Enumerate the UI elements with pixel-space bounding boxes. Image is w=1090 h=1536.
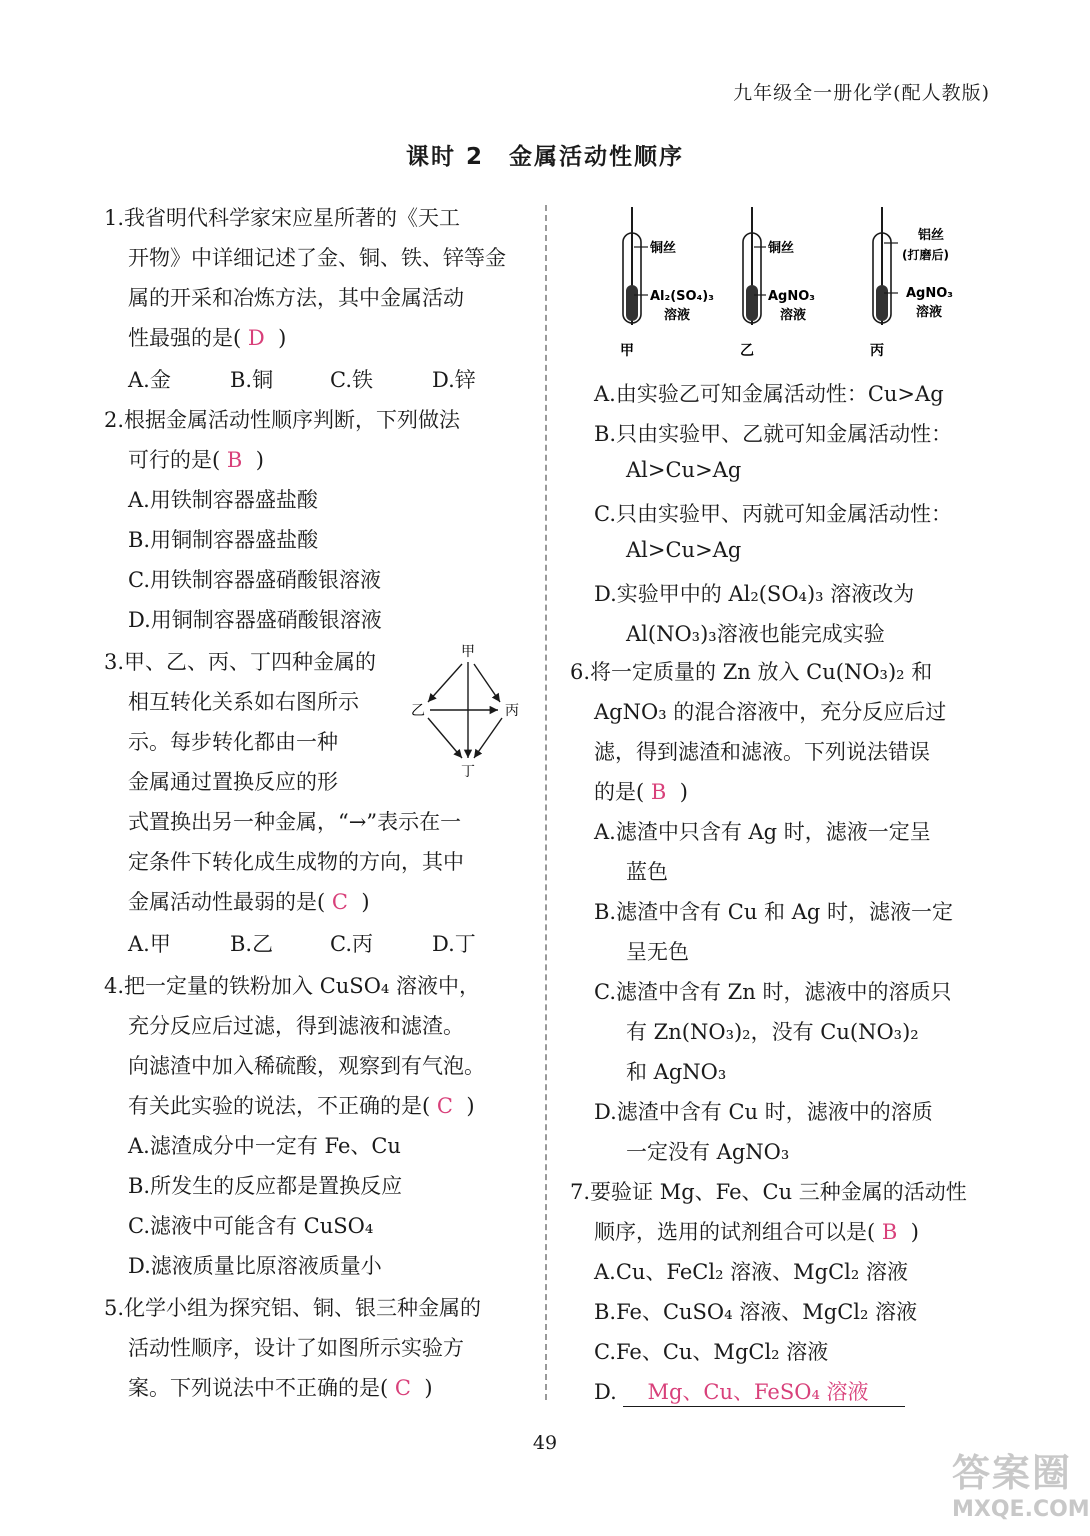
q5-option: B.只由实验甲、乙就可知金属活动性： bbox=[594, 422, 953, 446]
q6-line: 6.将一定质量的 Zn 放入 Cu(NO₃)₂ 和 bbox=[570, 660, 933, 684]
q2-option: B.用铜制容器盛盐酸 bbox=[128, 528, 319, 552]
tube-yi-label: 乙 bbox=[740, 343, 754, 359]
arrow-right-bottom bbox=[474, 718, 502, 758]
q3-node-left: 乙 bbox=[411, 703, 425, 719]
q6-option-cont: 蓝色 bbox=[626, 860, 668, 884]
q1-line: 开物》中详细记述了金、铜、铁、锌等金 bbox=[128, 246, 506, 270]
q7-line: 7.要验证 Mg、Fe、Cu 三种金属的活动性 bbox=[570, 1180, 967, 1204]
q3-node-right: 丙 bbox=[505, 703, 519, 719]
q5-option: C.只由实验甲、丙就可知金属活动性： bbox=[594, 502, 952, 526]
q7-option: B.Fe、CuSO₄ 溶液、MgCl₂ 溶液 bbox=[594, 1300, 918, 1324]
q1-stem-end: 性最强的是( D ) bbox=[128, 326, 287, 350]
lesson-title: 课时 2 金属活动性顺序 bbox=[405, 144, 684, 170]
q6-option: B.滤渣中含有 Cu 和 Ag 时，滤液一定 bbox=[594, 900, 954, 924]
q6-stem-end: 的是( B ) bbox=[594, 780, 688, 804]
tube-bing-solution: AgNO₃ bbox=[906, 286, 953, 301]
tube-bing-label: 丙 bbox=[870, 343, 884, 359]
q5-option-cont: Al>Cu>Ag bbox=[626, 538, 742, 562]
q1-option: C.铁 bbox=[330, 368, 373, 392]
q6-option-cont: 一定没有 AgNO₃ bbox=[626, 1140, 790, 1164]
tube-jia-label: 甲 bbox=[620, 343, 634, 359]
q2-answer: B bbox=[226, 448, 243, 472]
tube-bing-solution-suffix: 溶液 bbox=[916, 305, 943, 320]
q6-option-cont: 呈无色 bbox=[626, 940, 689, 964]
q6-option-cont: 有 Zn(NO₃)₂，没有 Cu(NO₃)₂ bbox=[626, 1020, 919, 1044]
watermark-logo: 答案圈 MXQE.COM bbox=[952, 1451, 1090, 1522]
q5-answer: C bbox=[394, 1376, 411, 1400]
q1-line: 属的开采和冶炼方法，其中金属活动 bbox=[128, 286, 464, 310]
q3-answer: C bbox=[331, 890, 348, 914]
tube-yi bbox=[740, 207, 815, 359]
q3-line: 3.甲、乙、丙、丁四种金属的 bbox=[104, 650, 377, 674]
q5-option-cont: Al(NO₃)₃溶液也能完成实验 bbox=[626, 622, 885, 646]
q5-line: 活动性顺序，设计了如图所示实验方 bbox=[128, 1336, 464, 1360]
q1-option: D.锌 bbox=[432, 368, 476, 392]
q3-node-top: 甲 bbox=[461, 644, 475, 660]
tube-bing-wire-note: (打磨后) bbox=[902, 248, 949, 262]
arrow-top-left bbox=[428, 664, 462, 702]
q3-line: 式置换出另一种金属，“→”表示在一 bbox=[128, 810, 462, 834]
q4-line: 充分反应后过滤，得到滤液和滤渣。 bbox=[128, 1014, 464, 1038]
q7-option-d: D. Mg、Cu、FeSO₄ 溶液 bbox=[594, 1376, 905, 1407]
q5-line: 5.化学小组为探究铝、铜、银三种金属的 bbox=[104, 1296, 482, 1320]
tube-yi-solution: AgNO₃ bbox=[768, 289, 815, 304]
q4-answer: C bbox=[436, 1094, 453, 1118]
q2-option: A.用铁制容器盛盐酸 bbox=[128, 488, 318, 512]
q2-stem-end: 可行的是( B ) bbox=[128, 448, 264, 472]
q7-stem-end: 顺序，选用的试剂组合可以是( B ) bbox=[594, 1220, 919, 1244]
q3-node-bottom: 丁 bbox=[461, 764, 475, 780]
q5-option-cont: Al>Cu>Ag bbox=[626, 458, 742, 482]
q3-option: C.丙 bbox=[330, 932, 373, 956]
q1-line: 1.我省明代科学家宋应星所著的《天工 bbox=[104, 206, 461, 230]
q7-option: A.Cu、FeCl₂ 溶液、MgCl₂ 溶液 bbox=[594, 1260, 908, 1284]
q4-option: C.滤液中可能含有 CuSO₄ bbox=[128, 1214, 374, 1238]
q4-option: B.所发生的反应都是置换反应 bbox=[128, 1174, 403, 1198]
q4-stem-end: 有关此实验的说法，不正确的是( C ) bbox=[128, 1094, 475, 1118]
q4-line: 4.把一定量的铁粉加入 CuSO₄ 溶液中， bbox=[104, 974, 480, 998]
q5-stem-end: 案。下列说法中不正确的是( C ) bbox=[128, 1376, 433, 1400]
q6-option: C.滤渣中含有 Zn 时，滤液中的溶质只 bbox=[594, 980, 952, 1004]
q3-option: D.丁 bbox=[432, 932, 476, 956]
q3-option: A.甲 bbox=[128, 932, 171, 956]
q6-option: A.滤渣中只含有 Ag 时，滤液一定呈 bbox=[594, 820, 931, 844]
q7-option: C.Fe、Cu、MgCl₂ 溶液 bbox=[594, 1340, 829, 1364]
arrow-top-right bbox=[474, 664, 500, 702]
q6-line: AgNO₃ 的混合溶液中，充分反应后过 bbox=[594, 700, 947, 724]
q3-line: 金属通过置换反应的形 bbox=[128, 770, 338, 794]
page-number: 49 bbox=[532, 1432, 558, 1454]
q2-option: D.用铜制容器盛硝酸银溶液 bbox=[128, 608, 382, 632]
q5-option: D.实验甲中的 Al₂(SO₄)₃ 溶液改为 bbox=[594, 582, 915, 606]
tube-jia bbox=[620, 207, 714, 359]
q3-line: 示。每步转化都由一种 bbox=[128, 730, 338, 754]
q1-answer: D bbox=[247, 326, 265, 350]
arrow-left-bottom bbox=[428, 718, 462, 758]
q6-line: 滤，得到滤渣和滤液。下列说法错误 bbox=[594, 740, 930, 764]
q7-answer: B bbox=[881, 1220, 898, 1244]
book-header: 九年级全一册化学(配人教版) bbox=[733, 82, 990, 104]
q3-line: 定条件下转化成生成物的方向，其中 bbox=[128, 850, 464, 874]
q1-option: A.金 bbox=[128, 368, 171, 392]
q7-d-answer: Mg、Cu、FeSO₄ 溶液 bbox=[623, 1376, 905, 1407]
q4-line: 向滤渣中加入稀硫酸，观察到有气泡。 bbox=[128, 1054, 485, 1078]
column-divider bbox=[545, 205, 547, 1400]
q2-option: C.用铁制容器盛硝酸银溶液 bbox=[128, 568, 381, 592]
tube-bing bbox=[870, 207, 953, 359]
q3-relation-diagram bbox=[408, 640, 528, 780]
q2-line: 2.根据金属活动性顺序判断，下列做法 bbox=[104, 408, 461, 432]
q4-option: A.滤渣成分中一定有 Fe、Cu bbox=[128, 1134, 401, 1158]
tube-jia-wire: 铜丝 bbox=[650, 241, 677, 256]
q4-option: D.滤液质量比原溶液质量小 bbox=[128, 1254, 382, 1278]
q6-option: D.滤渣中含有 Cu 时，滤液中的溶质 bbox=[594, 1100, 933, 1124]
tube-yi-wire: 铜丝 bbox=[768, 241, 795, 256]
q6-answer: B bbox=[650, 780, 667, 804]
q3-option: B.乙 bbox=[230, 932, 274, 956]
tube-yi-solution-suffix: 溶液 bbox=[780, 308, 807, 323]
tube-jia-solution-suffix: 溶液 bbox=[664, 308, 691, 323]
q6-option-cont: 和 AgNO₃ bbox=[626, 1060, 727, 1084]
tube-jia-solution: Al₂(SO₄)₃ bbox=[650, 289, 714, 304]
tube-bing-wire: 铝丝 bbox=[918, 228, 945, 243]
q5-experiment-figure bbox=[600, 205, 1000, 365]
q3-stem-end: 金属活动性最弱的是( C ) bbox=[128, 890, 370, 914]
q1-option: B.铜 bbox=[230, 368, 274, 392]
q5-option: A.由实验乙可知金属活动性：Cu>Ag bbox=[594, 382, 944, 406]
q3-line: 相互转化关系如右图所示 bbox=[128, 690, 359, 714]
